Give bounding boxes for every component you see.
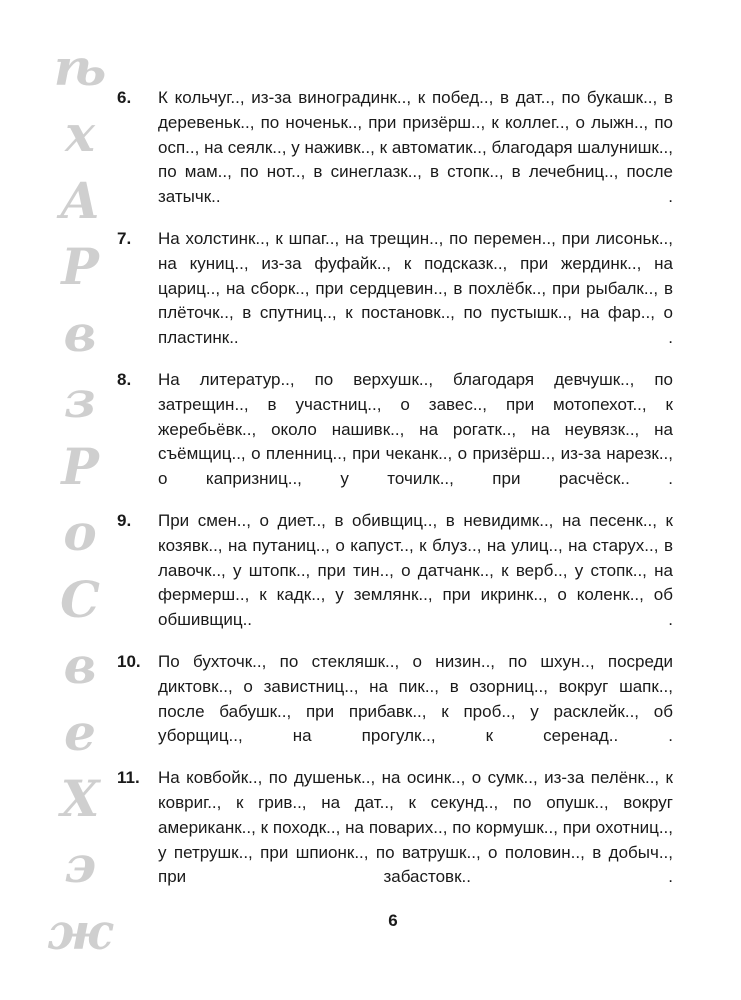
decor-letter: ж: [47, 901, 113, 961]
decor-letter: ѣ: [53, 38, 107, 97]
decor-letter: в: [63, 303, 97, 363]
exercise-text: При смен.., о диет.., в обивщиц.., в невидимк.., на песенк.., к козявк.., на путаниц.., о капуст.., к блуз.., на улиц.., на старух.., в лавочк.., у штопк.., при тин.., о датчанк.., к верб.., у стопк.., на фермерш.., к кадк.., у землянк.., при икринк.., о коленк.., об обшивщиц.. .: [158, 510, 673, 630]
decor-letter: е: [64, 702, 96, 762]
page-number: 6: [388, 911, 398, 930]
exercise-text: На литератур.., по верхушк.., благодаря девчушк.., по затрещин.., в участниц.., о завес.., при мотопехот.., к жеребьёвк.., около нашивк.., на рогатк.., на неувязк.., на съёмщиц.., о пленниц.., при чеканк.., о призёрш.., из-за нарезк.., о капризниц.., у точилк.., при расчёск.. .: [158, 369, 673, 489]
exercise-8: [117, 368, 673, 492]
decor-letter: х: [65, 104, 95, 164]
decor-letter: Х: [60, 768, 100, 828]
exercise-text: На ковбойк.., по душеньк.., на осинк.., о сумк.., из-за пелёнк.., к ковриг.., к грив.., на дат.., к секунд.., по опушк.., вокруг американк.., к походк.., на поварих.., по кормушк.., при охотниц.., у петрушк.., при шпионк.., по ватрушк.., о половин.., в добыч.., при забастовк.. .: [158, 768, 673, 887]
exercise-number: 11.: [117, 768, 140, 788]
exercise-6: [117, 86, 673, 210]
exercise-10: [117, 650, 673, 749]
decor-letter: Р: [61, 436, 99, 496]
decor-letter: з: [64, 370, 96, 430]
decor-letter: э: [63, 835, 97, 895]
exercise-number: 8.: [117, 369, 132, 389]
exercise-7: [117, 227, 673, 351]
exercise-list: [117, 86, 673, 907]
margin-ornament-letters: [47, 38, 113, 961]
exercise-number: 7.: [117, 228, 132, 248]
decor-letter: А: [59, 170, 101, 230]
exercise-number: 10.: [117, 651, 141, 671]
exercise-text: По бухточк.., по стекляшк.., о низин.., по шхун.., посреди диктовк.., о завистниц.., на пик.., в озорниц.., вокруг шапк.., после бабушк.., при прибавк.., к проб.., у расклейк.., об уборщиц.., на прогулк.., к серенад.. .: [158, 651, 673, 746]
decor-letter: Р: [61, 237, 99, 297]
decor-letter: в: [63, 636, 97, 696]
exercise-text: К кольчуг.., из-за виноградинк.., к побед.., в дат.., по букашк.., в деревеньк.., по ноченьк.., при призёрш.., к коллег.., о лыжн.., по осп.., на сеялк.., у наживк.., к автоматик.., благодаря шалунишк.., по мам.., по нот.., в синеглазк.., в стопк.., в лечебниц.., после затычк.. .: [158, 88, 673, 207]
exercise-number: 9.: [117, 510, 132, 530]
exercise-11: [117, 766, 673, 890]
exercise-text: На холстинк.., к шпаг.., на трещин.., по перемен.., при лисоньк.., на куниц.., из-за фуфайк.., к подсказк.., при жердинк.., на цариц.., на сборк.., при сердцевин.., в похлёбк.., при рыбалк.., в плёточк.., в спутниц.., к постановк.., по пустышк.., на фар.., о пластинк.. .: [158, 228, 673, 348]
decor-letter: С: [60, 569, 100, 629]
decor-letter: о: [63, 503, 97, 563]
exercise-number: 6.: [117, 88, 132, 107]
exercise-9: [117, 509, 673, 633]
